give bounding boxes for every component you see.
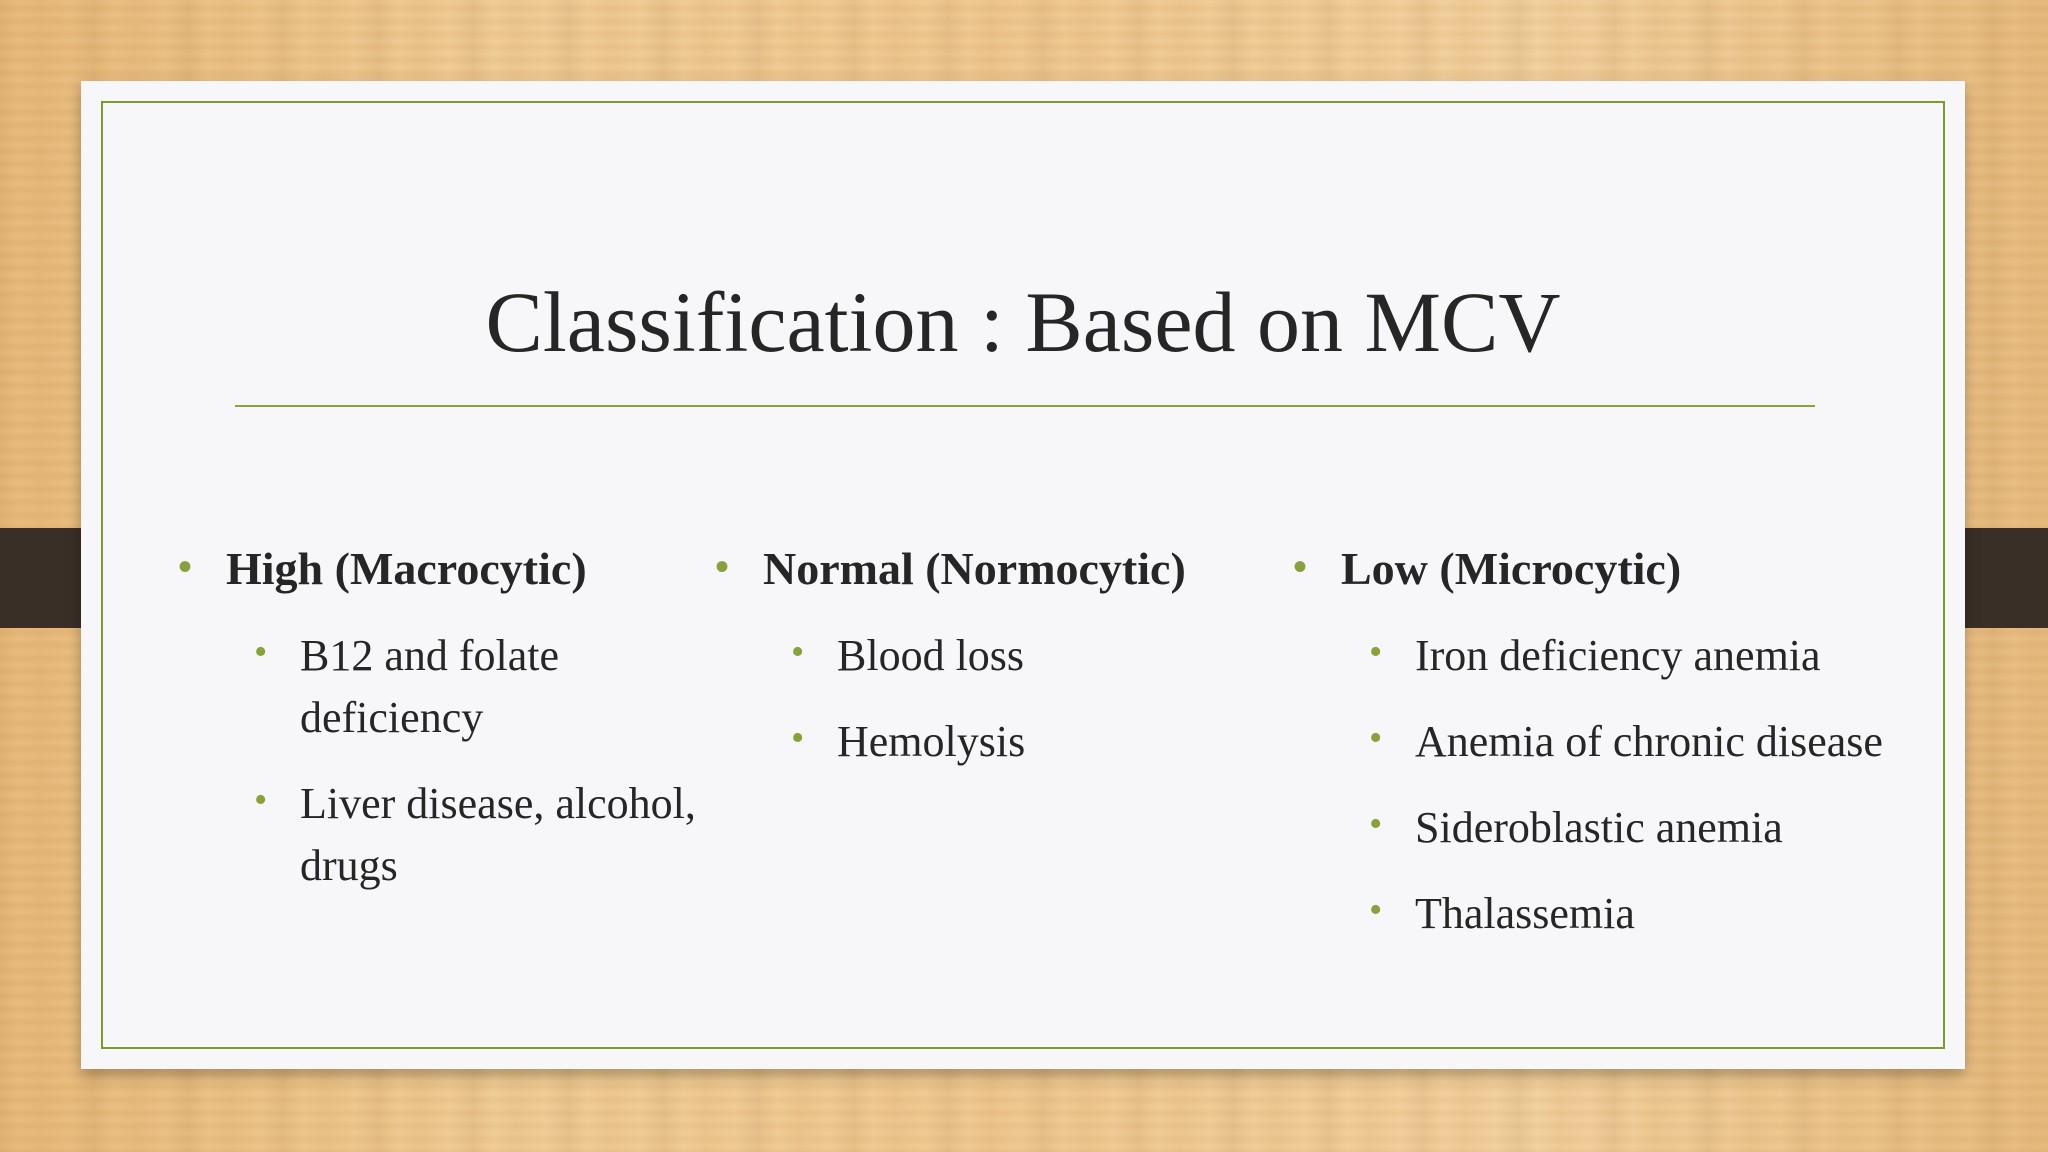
list-item-text: Iron deficiency anemia xyxy=(1415,631,1821,680)
slide xyxy=(81,81,1965,1069)
column-normocytic xyxy=(715,541,1275,797)
list-item xyxy=(254,625,738,749)
column-heading xyxy=(1293,541,1933,597)
bullet-icon: • xyxy=(1369,631,1383,673)
sub-list xyxy=(715,625,1275,773)
column-microcytic xyxy=(1293,541,1933,969)
sub-list xyxy=(1293,625,1933,945)
list-item xyxy=(791,625,1275,687)
list-item xyxy=(1369,711,1933,773)
bullet-icon: • xyxy=(254,631,268,673)
bullet-icon: • xyxy=(1293,544,1308,589)
column-heading xyxy=(715,541,1275,597)
bullet-icon: • xyxy=(1369,889,1383,931)
bullet-icon: • xyxy=(1369,717,1383,759)
list-item xyxy=(1369,883,1933,945)
bullet-icon: • xyxy=(1369,803,1383,845)
column-heading xyxy=(178,541,738,597)
bullet-icon: • xyxy=(715,544,730,589)
list-item xyxy=(254,773,738,897)
list-item-text: Thalassemia xyxy=(1415,889,1635,938)
bullet-icon: • xyxy=(254,779,268,821)
column-heading-text: Low (Microcytic) xyxy=(1341,543,1682,594)
list-item-text: Sideroblastic anemia xyxy=(1415,803,1783,852)
column-heading-text: Normal (Normocytic) xyxy=(763,543,1186,594)
column-macrocytic xyxy=(178,541,738,921)
list-item-text: Blood loss xyxy=(837,631,1025,680)
list-item-text: Liver disease, alcohol, drugs xyxy=(300,779,696,890)
title-divider xyxy=(235,405,1815,407)
bullet-icon: • xyxy=(178,544,193,589)
bullet-icon: • xyxy=(791,717,805,759)
list-item-text: Hemolysis xyxy=(837,717,1026,766)
list-item xyxy=(1369,625,1933,687)
sub-list xyxy=(178,625,738,897)
bullet-icon: • xyxy=(791,631,805,673)
list-item xyxy=(1369,797,1933,859)
slide-title: Classification : Based on MCV xyxy=(485,274,1561,370)
list-item-text: Anemia of chronic disease xyxy=(1415,717,1883,766)
list-item-text: B12 and folate deficiency xyxy=(300,631,560,742)
column-heading-text: High (Macrocytic) xyxy=(226,543,587,594)
list-item xyxy=(791,711,1275,773)
